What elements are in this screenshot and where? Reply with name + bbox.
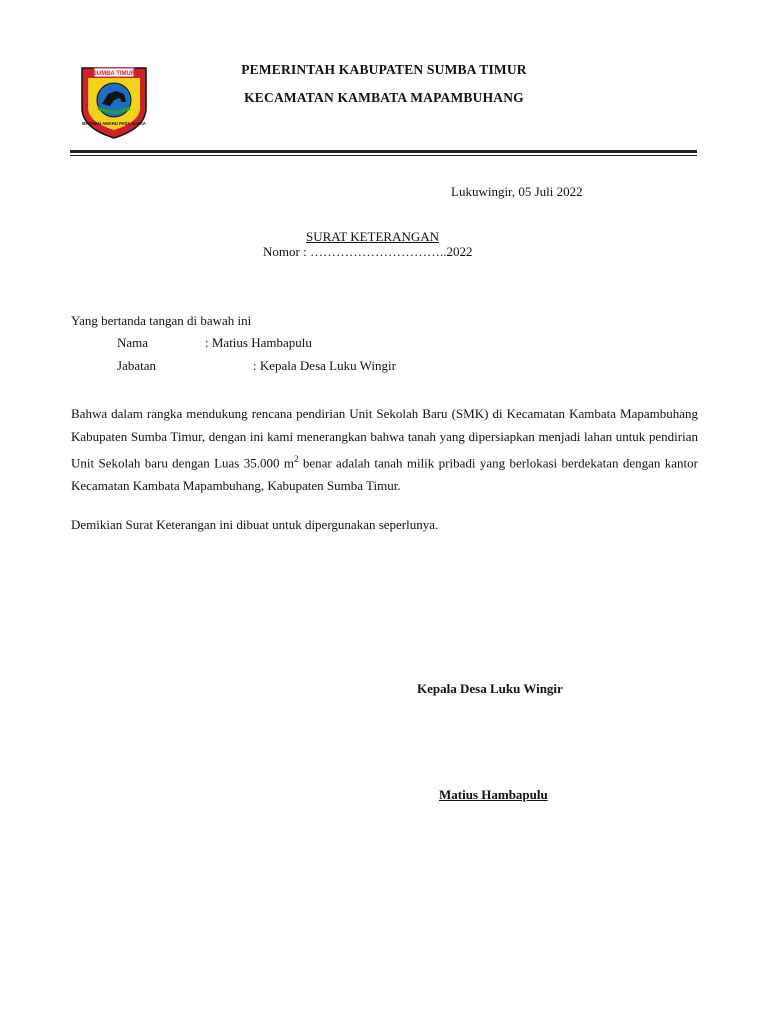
regency-logo — [76, 58, 152, 140]
letter-title: SURAT KETERANGAN — [306, 229, 440, 244]
government-name: PEMERINTAH KABUPATEN SUMBA TIMUR — [241, 62, 527, 77]
place-date: Lukuwingir, 05 Juli 2022 — [451, 184, 583, 199]
field-label-name: Nama — [117, 335, 149, 350]
field-value-position: : Kepala Desa Luku Wingir — [253, 358, 396, 373]
signature-position: Kepala Desa Luku Wingir — [417, 681, 563, 696]
letterhead-rule-thin — [70, 155, 697, 156]
letterhead-rule-thick — [70, 150, 697, 153]
body-text-main: Bahwa dalam rangka mendukung rencana pendirian Unit Sekolah Baru (SMK) di Kecamatan Kambata Mapambuhang Kabupaten Sumba Timur, dengan ini kami menerangkan bahwa tanah yang dipersiapkan menjadi lahan untuk pendirian Unit Sekolah baru dengan Luas 35.000 m — [71, 406, 698, 471]
intro-text: Yang bertanda tangan di bawah ini — [71, 313, 252, 328]
area-superscript: 2 — [293, 454, 299, 464]
field-label-position: Jabatan — [117, 358, 156, 373]
body-paragraph — [71, 402, 698, 497]
district-name: KECAMATAN KAMBATA MAPAMBUHANG — [244, 90, 524, 105]
closing-statement: Demikian Surat Keterangan ini dibuat untuk dipergunakan seperlunya. — [71, 517, 439, 532]
body-text-tail: benar adalah tanah milik pribadi yang berlokasi berdekatan dengan kantor Kecamatan Kambata Mapambuhang, Kabupaten Sumba Timur. — [71, 455, 698, 494]
field-value-name: : Matius Hambapulu — [205, 335, 312, 350]
letter-number: Nomor : …………………………..2022 — [263, 244, 473, 259]
logo-banner-text: SUMBA TIMUR — [92, 71, 136, 77]
signature-name: Matius Hambapulu — [439, 787, 548, 802]
logo-motto-text: MATAWAI AMAHU PADA NJARA — [82, 121, 146, 126]
